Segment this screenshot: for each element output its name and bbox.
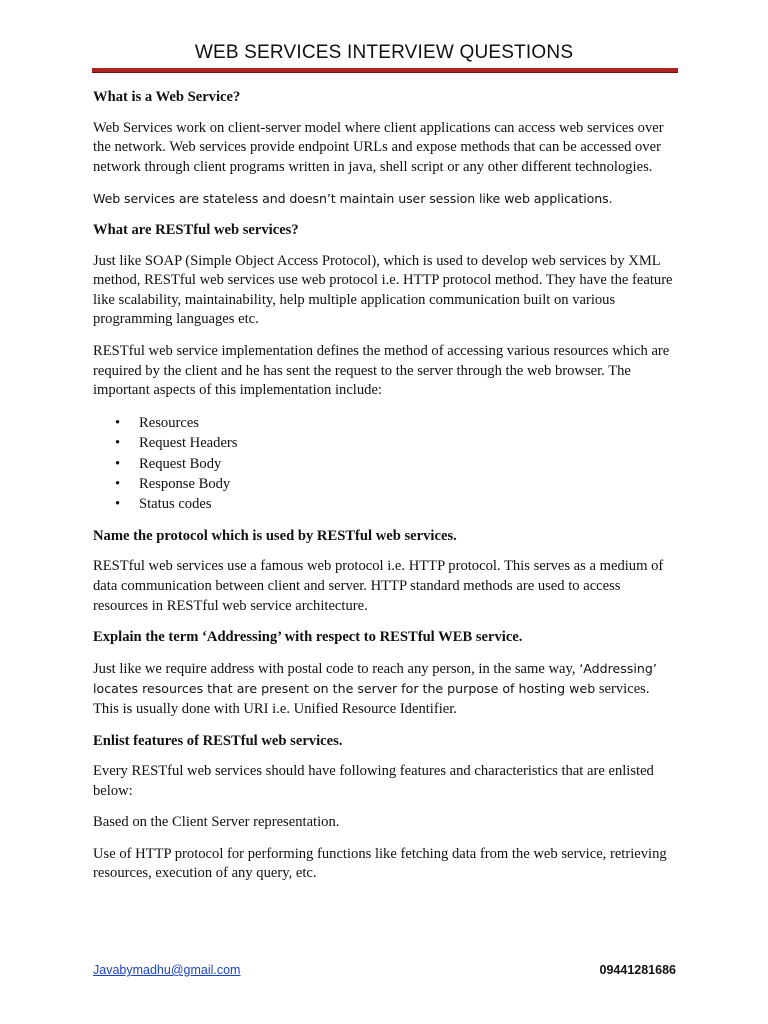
list-item: • Request Body [93,454,678,474]
page-title: WEB SERVICES INTERVIEW QUESTIONS [194,42,574,63]
answer-paragraph: Use of HTTP protocol for performing functions like fetching data from the web service, retrieving resources, execution of any query, etc. [93,845,667,882]
title-divider [92,68,678,73]
list-item: • Status codes [93,494,678,514]
answer-text: Just like we require address with postal code to reach any person, in the same way, [93,660,580,677]
list-item: • Resources [93,413,678,433]
aspects-list [93,413,678,515]
list-item: • Request Headers [93,433,678,453]
footer-email-link[interactable]: Javabymadhu@gmail.com [93,963,241,977]
list-item: • Response Body [93,474,678,494]
answer-text: ‘Addressing’ locates resources that are present on the server for the purpose of hosting web [93,660,657,697]
question-heading: Enlist features of RESTful web services. [93,732,343,749]
answer-paragraph: Every RESTful web services should have following features and characteristics that are enlisted below: [93,763,654,799]
answer-paragraph: RESTful web service implementation defines the method of accessing various resources which are required by the client and he has sent the request to the server through the web browser. The important aspects of this implementation include: [93,342,670,399]
question-heading: Explain the term ‘Addressing’ with respect to RESTful WEB service. [93,629,523,646]
answer-paragraph: Web services are stateless and doesn’t maintain user session like web applications. [93,191,613,207]
question-heading: What is a Web Service? [93,89,241,105]
answer-paragraph: Just like SOAP (Simple Object Access Protocol), which is used to develop web services by XML method, RESTful web services use web protocol i.e. HTTP protocol method. They have the feature like scalability, maintainability, help multiple application communication built on various programming languages etc. [93,252,673,328]
document-body [93,88,678,896]
answer-text: services. This is usually done with URI i.e. Unified Resource Identifier. [93,681,650,717]
footer-phone: 09441281686 [599,963,676,977]
question-heading: What are RESTful web services? [93,221,299,238]
question-heading: Name the protocol which is used by RESTful web services. [93,527,457,544]
answer-paragraph: Web Services work on client-server model where client applications can access web services over the network. Web services provide endpoint URLs and expose methods that can be accessed over network through client programs written in java, shell script or any other different technologies. [93,119,664,175]
answer-paragraph: Based on the Client Server representation. [93,814,340,831]
answer-paragraph: RESTful web services use a famous web protocol i.e. HTTP protocol. This serves as a medium of data communication between client and server. HTTP standard methods are used to access resources in RESTful web service architecture. [93,558,664,614]
answer-paragraph [93,659,678,720]
